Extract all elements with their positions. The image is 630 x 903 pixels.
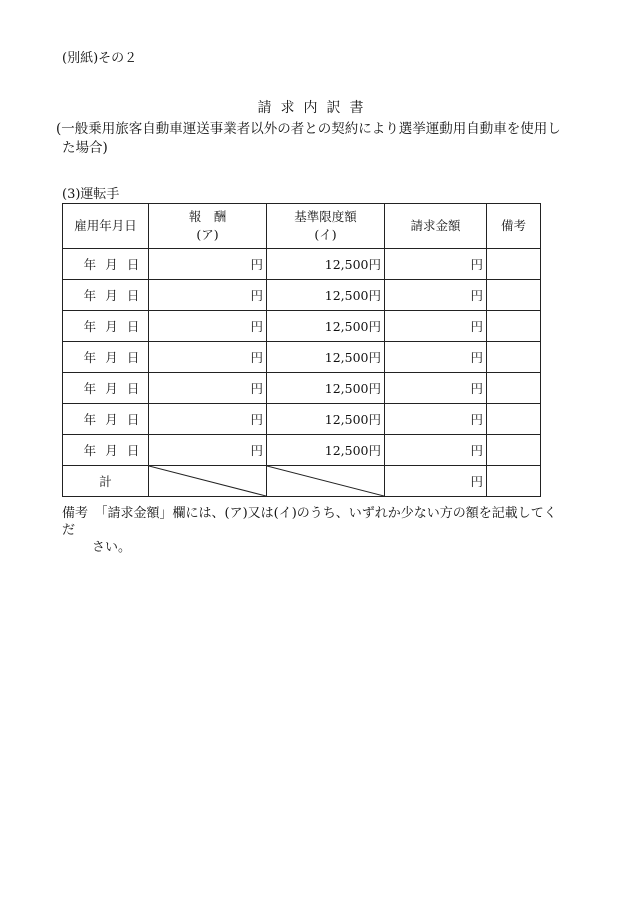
claim-breakdown-table (62, 203, 541, 497)
day-label: 日 (126, 443, 140, 458)
limit-cell: 12,500円 (267, 280, 385, 311)
table-row (63, 435, 541, 466)
month-label: 月 (105, 257, 118, 272)
day-label: 日 (126, 319, 140, 334)
fee-cell[interactable]: 円 (149, 342, 267, 373)
employment-date-cell[interactable] (63, 249, 149, 280)
header-fee-label: 報 酬 (188, 209, 227, 224)
employment-date-cell[interactable] (63, 311, 149, 342)
fee-cell[interactable]: 円 (149, 404, 267, 435)
table-header-row (63, 204, 541, 249)
day-label: 日 (126, 381, 140, 396)
remarks-cell[interactable] (487, 342, 541, 373)
header-standard-limit (267, 204, 385, 249)
limit-cell: 12,500円 (267, 342, 385, 373)
total-label: 計 (63, 466, 149, 497)
header-employment-date: 雇用年月日 (63, 204, 149, 249)
year-label: 年 (83, 350, 97, 365)
header-limit-label: 基準限度額 (294, 209, 357, 224)
employment-date-cell[interactable] (63, 373, 149, 404)
remarks-cell[interactable] (487, 373, 541, 404)
total-remarks-cell[interactable] (487, 466, 541, 497)
table-row (63, 311, 541, 342)
limit-cell: 12,500円 (267, 373, 385, 404)
fee-cell[interactable]: 円 (149, 435, 267, 466)
year-label: 年 (83, 319, 97, 334)
header-fee (149, 204, 267, 249)
fee-cell[interactable]: 円 (149, 280, 267, 311)
note-line-1: 備考 「請求金額」欄には、(ア)又は(イ)のうち、いずれか少ない方の額を記載してくだ (62, 506, 557, 538)
remarks-cell[interactable] (487, 311, 541, 342)
claim-cell[interactable]: 円 (385, 373, 487, 404)
employment-date-cell[interactable] (63, 435, 149, 466)
limit-cell: 12,500円 (267, 404, 385, 435)
document-subtitle (56, 120, 576, 158)
year-label: 年 (83, 257, 97, 272)
year-label: 年 (83, 381, 97, 396)
year-label: 年 (83, 443, 97, 458)
fee-total-slash-cell (149, 466, 267, 497)
claim-cell[interactable]: 円 (385, 404, 487, 435)
header-limit-code: (イ) (314, 227, 337, 242)
document-reference: (別紙)その２ (62, 51, 138, 66)
table-row (63, 373, 541, 404)
month-label: 月 (105, 381, 118, 396)
month-label: 月 (105, 443, 118, 458)
diagonal-slash (267, 466, 384, 496)
header-claim-amount: 請求金額 (385, 204, 487, 249)
limit-cell: 12,500円 (267, 311, 385, 342)
limit-total-slash-cell (267, 466, 385, 497)
limit-cell: 12,500円 (267, 249, 385, 280)
employment-date-cell[interactable] (63, 342, 149, 373)
total-claim-cell[interactable]: 円 (385, 466, 487, 497)
day-label: 日 (126, 257, 140, 272)
table-row (63, 404, 541, 435)
table-row (63, 249, 541, 280)
note (62, 505, 562, 556)
document-title: 請求内訳書 (257, 100, 373, 116)
fee-cell[interactable]: 円 (149, 249, 267, 280)
year-label: 年 (83, 412, 97, 427)
fee-cell[interactable]: 円 (149, 373, 267, 404)
header-fee-code: (ア) (196, 227, 219, 242)
employment-date-cell[interactable] (63, 280, 149, 311)
remarks-cell[interactable] (487, 280, 541, 311)
month-label: 月 (105, 288, 118, 303)
day-label: 日 (126, 412, 140, 427)
subtitle-line-2: た場合) (62, 140, 108, 156)
subtitle-line-1: (一般乗用旅客自動車運送事業者以外の者との契約により選挙運動用自動車を使用し (56, 121, 561, 137)
claim-cell[interactable]: 円 (385, 280, 487, 311)
total-row (63, 466, 541, 497)
table-row (63, 342, 541, 373)
header-remarks: 備考 (487, 204, 541, 249)
claim-cell[interactable]: 円 (385, 311, 487, 342)
month-label: 月 (105, 319, 118, 334)
claim-cell[interactable]: 円 (385, 435, 487, 466)
limit-cell: 12,500円 (267, 435, 385, 466)
remarks-cell[interactable] (487, 249, 541, 280)
table-row (63, 280, 541, 311)
section-heading: (3)運転手 (62, 187, 120, 202)
diagonal-slash (149, 466, 266, 496)
month-label: 月 (105, 350, 118, 365)
remarks-cell[interactable] (487, 435, 541, 466)
claim-cell[interactable]: 円 (385, 342, 487, 373)
fee-cell[interactable]: 円 (149, 311, 267, 342)
claim-cell[interactable]: 円 (385, 249, 487, 280)
note-line-2: さい。 (92, 540, 132, 555)
day-label: 日 (126, 350, 140, 365)
month-label: 月 (105, 412, 118, 427)
year-label: 年 (83, 288, 97, 303)
employment-date-cell[interactable] (63, 404, 149, 435)
remarks-cell[interactable] (487, 404, 541, 435)
day-label: 日 (126, 288, 140, 303)
